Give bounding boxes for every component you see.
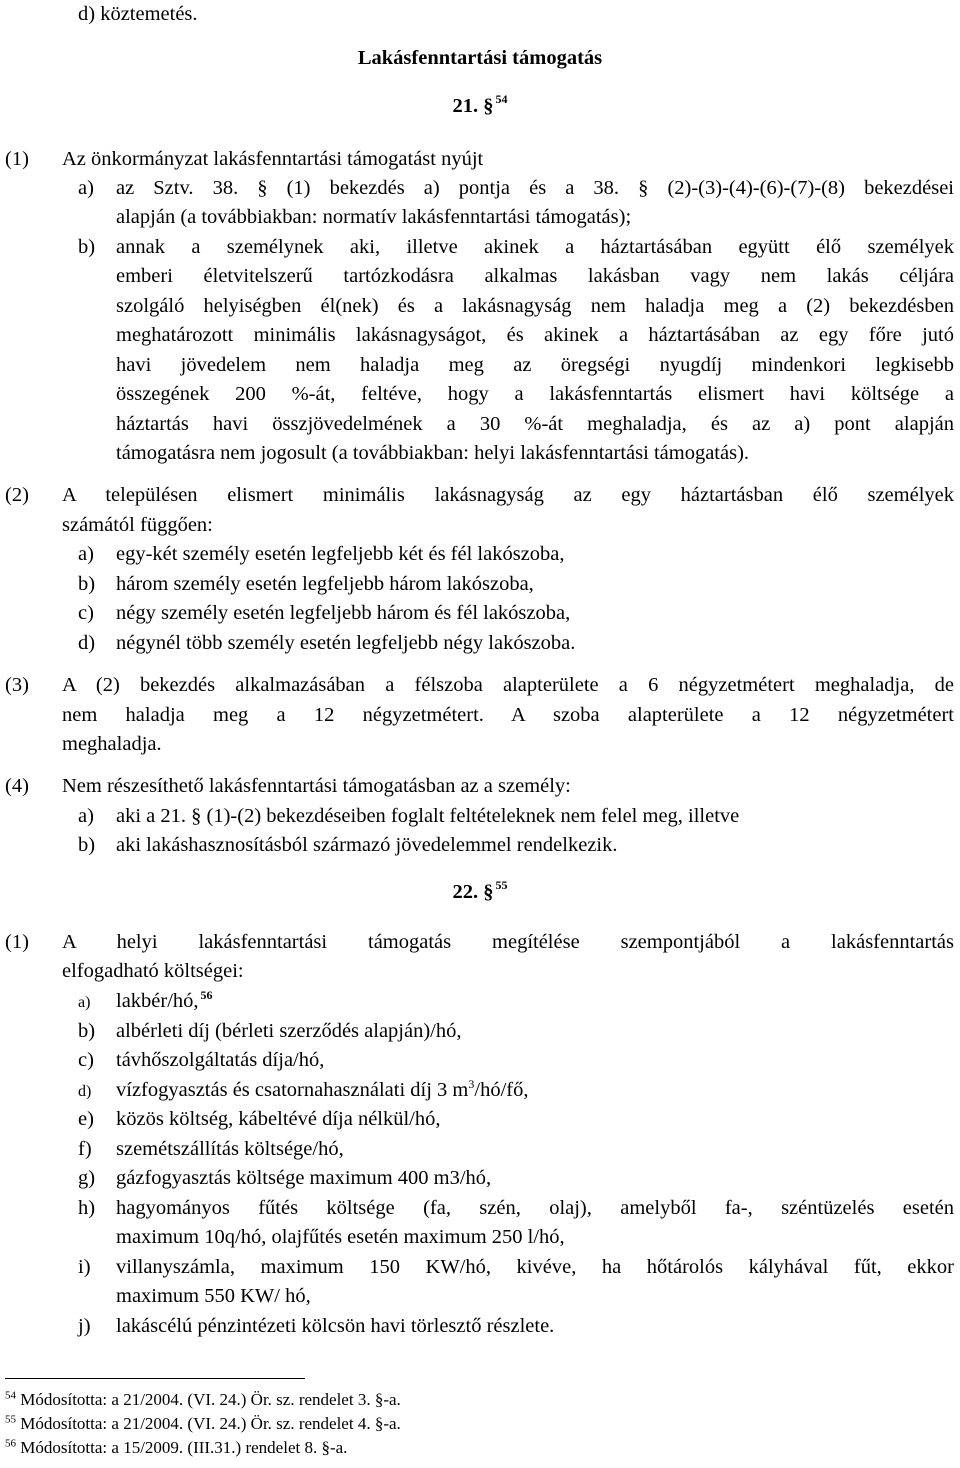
footnote-ref-55[interactable]: 55	[495, 878, 508, 892]
paragraph-heading-21	[0, 92, 960, 124]
list-item-d-kozetemetes: d) köztemetés.	[78, 3, 198, 25]
item-b-line-6: összegének 200 %-át, feltéve, hogy a lakásfenntartás elismert havi költsége a	[116, 383, 954, 405]
list-item: szemétszállítás költsége/hó,	[116, 1138, 344, 1160]
list-item: albérleti díj (bérleti szerződés alapján)/hó,	[116, 1020, 462, 1042]
item-i-line-1: villanyszámla, maximum 150 KW/hó, kivéve, ha hőtárolós kályhával fűt, ekkor	[116, 1256, 954, 1278]
item-label: b)	[78, 573, 96, 595]
list-item: négy személy esetén legfeljebb három és fél lakószoba,	[116, 602, 571, 624]
footnote-ref-56[interactable]: 56	[200, 988, 213, 1002]
item-b-line-3: szolgáló helyiségben él(nek) és a lakásnagyság nem haladja meg a (2) bekezdésben	[116, 295, 954, 317]
item-label: c)	[78, 602, 94, 624]
item-label: c)	[78, 1049, 94, 1071]
list-item: távhőszolgáltatás díja/hó,	[116, 1049, 325, 1071]
item-i-line-2: maximum 550 KW/ hó,	[116, 1285, 311, 1307]
item-label: e)	[78, 1108, 94, 1130]
item-label: b)	[78, 1020, 96, 1042]
item-label: b)	[78, 236, 96, 258]
item-h-line-2: maximum 10q/hó, olajfűtés esetén maximum 250 l/hó,	[116, 1226, 565, 1248]
item-b-line-2: emberi életvitelszerű tartózkodásra alkalmas lakásban vagy nem lakás céljára	[116, 265, 954, 287]
list-item: lakáscélú pénzintézeti kölcsön havi törlesztő részlete.	[116, 1315, 555, 1337]
subsection-line-1: A helyi lakásfenntartási támogatás megítélése szempontjából a lakásfenntartás	[62, 931, 954, 953]
item-label: j)	[78, 1315, 91, 1337]
list-item	[116, 1076, 528, 1106]
list-item: aki lakáshasznosításból származó jövedelemmel rendelkezik.	[116, 834, 618, 856]
footnote-text: Módosította: a 21/2004. (VI. 24.) Ör. sz. rendelet 4. §-a.	[20, 1414, 401, 1433]
subsection-line-1: A településen elismert minimális lakásnagyság az egy háztartásban élő személyek	[62, 484, 954, 506]
item-text: vízfogyasztás és csatornahasználati díj 3 m	[116, 1079, 469, 1101]
subsection-number: (2)	[5, 484, 29, 506]
section-mark: §	[483, 881, 494, 903]
list-item: négynél több személy esetén legfeljebb négy lakószoba.	[116, 632, 576, 654]
subsection-intro: Nem részesíthető lakásfenntartási támogatásban az a személy:	[62, 775, 571, 797]
subsection-line-2: számától függően:	[62, 514, 213, 536]
subsection-number: (1)	[5, 148, 29, 170]
list-item: közös költség, kábeltévé díja nélkül/hó,	[116, 1108, 441, 1130]
section-title: Lakásfenntartási támogatás	[357, 47, 603, 69]
item-text: lakbér/hó,	[116, 990, 199, 1012]
footnote-55	[5, 1414, 401, 1434]
item-label: a)	[78, 177, 94, 199]
subsection-line-2: elfogadható költségei:	[62, 960, 244, 982]
item-label: a)	[78, 805, 94, 827]
item-b-line-5: havi jövedelem nem haladja meg az öregségi nyugdíj mindenkori legkisebb	[116, 354, 954, 376]
item-b-line-1: annak a személynek aki, illetve akinek a háztartásában együtt élő személyek	[116, 236, 954, 258]
item-text-tail: /hó/fő,	[474, 1079, 529, 1101]
footnote-54	[5, 1390, 401, 1410]
item-label: i)	[78, 1256, 91, 1278]
footnote-number: 55	[5, 1413, 16, 1426]
item-h-line-1: hagyományos fűtés költsége (fa, szén, olaj), amelyből fa-, széntüzelés esetén	[116, 1197, 954, 1219]
item-b-line-7: háztartás havi összjövedelmének a 30 %-át meghaladja, és az a) pont alapján	[116, 413, 954, 435]
superscript: 3	[468, 1077, 475, 1092]
item-label: d)	[78, 1083, 92, 1100]
subsection-number: (3)	[5, 674, 29, 696]
footnote-text: Módosította: a 15/2009. (III.31.) rendelet 8. §-a.	[20, 1438, 348, 1457]
subsection-line-2: nem haladja meg a 12 négyzetmétert. A szoba alapterülete a 12 négyzetmétert	[62, 704, 954, 726]
subsection-number: (1)	[5, 931, 29, 953]
subsection-line-1: A (2) bekezdés alkalmazásában a félszoba alapterülete a 6 négyzetmétert meghaladja, de	[62, 674, 954, 696]
footnote-divider	[5, 1378, 305, 1379]
item-a-line-1: az Sztv. 38. § (1) bekezdés a) pontja és a 38. § (2)-(3)-(4)-(6)-(7)-(8) bekezdései	[116, 177, 954, 199]
footnote-56	[5, 1438, 347, 1458]
item-label: b)	[78, 834, 96, 856]
list-item: gázfogyasztás költsége maximum 400 m3/hó,	[116, 1167, 492, 1189]
list-item: egy-két személy esetén legfeljebb két és fél lakószoba,	[116, 543, 565, 565]
paragraph-number: 21.	[452, 95, 479, 117]
paragraph-heading-22	[0, 878, 960, 910]
item-label: d)	[78, 632, 96, 654]
subsection-line-3: meghaladja.	[62, 733, 162, 755]
item-a-line-2: alapján (a továbbiakban: normatív lakásfenntartási támogatás);	[116, 206, 632, 228]
footnote-number: 54	[5, 1389, 16, 1402]
paragraph-number: 22.	[452, 881, 479, 903]
footnote-text: Módosította: a 21/2004. (VI. 24.) Ör. sz. rendelet 3. §-a.	[20, 1390, 401, 1409]
item-b-line-8: támogatásra nem jogosult (a továbbiakban: helyi lakásfenntartási támogatás).	[116, 442, 750, 464]
footnote-ref-54[interactable]: 54	[495, 92, 508, 106]
item-b-line-4: meghatározott minimális lakásnagyságot, és akinek a háztartásában az egy főre jutó	[116, 324, 954, 346]
list-item	[116, 987, 213, 1019]
item-label: a)	[78, 543, 94, 565]
item-label: g)	[78, 1167, 96, 1189]
item-label: f)	[78, 1138, 92, 1160]
item-label: h)	[78, 1197, 96, 1219]
section-mark: §	[483, 95, 494, 117]
list-item: három személy esetén legfeljebb három lakószoba,	[116, 573, 534, 595]
subsection-number: (4)	[5, 775, 29, 797]
footnote-number: 56	[5, 1437, 16, 1450]
subsection-intro: Az önkormányzat lakásfenntartási támogatást nyújt	[62, 148, 484, 170]
list-item: aki a 21. § (1)-(2) bekezdéseiben foglalt feltételeknek nem felel meg, illetve	[116, 805, 740, 827]
item-label: a)	[78, 994, 91, 1011]
